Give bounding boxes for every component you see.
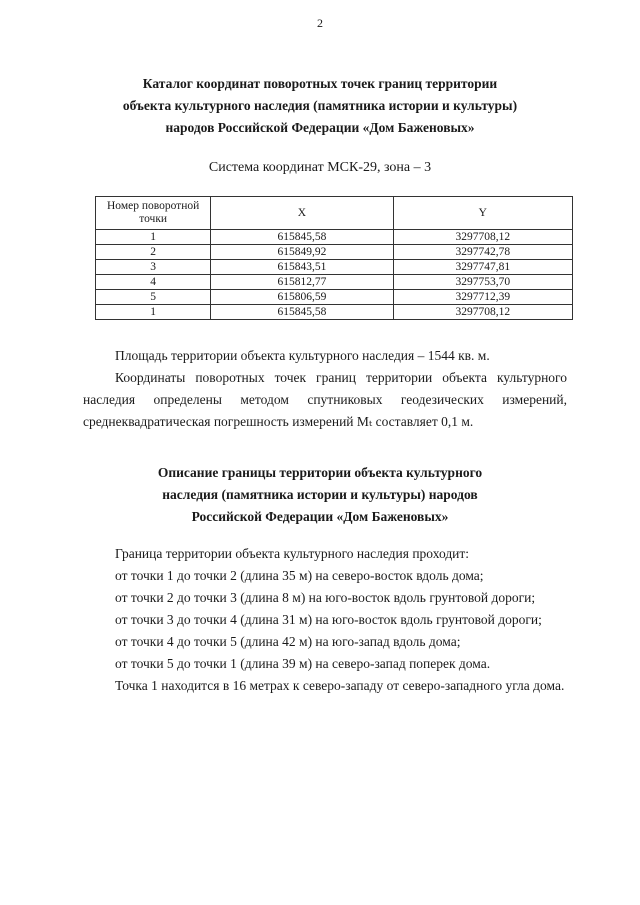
description-heading-line: Описание границы территории объекта культурного: [157, 465, 483, 480]
cell-point: 5: [96, 290, 211, 305]
boundary-paragraph: от точки 5 до точки 1 (длина 39 м) на северо-запад поперек дома.: [115, 656, 491, 671]
catalog-heading-line: народов Российской Федерации «Дом Баженовых»: [165, 120, 475, 135]
boundary-section: [83, 543, 567, 697]
cell-y: 3297742,78: [393, 245, 572, 260]
table-row: [96, 305, 573, 320]
coordinates-table: [95, 196, 573, 320]
cell-x: 615843,51: [211, 260, 393, 275]
header-x: X: [211, 197, 393, 230]
header-point-number: Номер поворотной точки: [96, 197, 211, 230]
boundary-paragraph: Точка 1 находится в 16 метрах к северо-западу от северо-западного угла дома.: [115, 678, 565, 693]
catalog-heading-line: Каталог координат поворотных точек границ территории: [142, 76, 498, 91]
cell-point: 1: [96, 230, 211, 245]
boundary-paragraph: от точки 3 до точки 4 (длина 31 м) на юго-восток вдоль грунтовой дороги;: [115, 612, 542, 627]
cell-y: 3297708,12: [393, 305, 572, 320]
cell-x: 615845,58: [211, 230, 393, 245]
table-header-row: [96, 197, 573, 230]
cell-x: 615812,77: [211, 275, 393, 290]
table-row: [96, 260, 573, 275]
method-paragraph: Координаты поворотных точек границ территории объекта культурного наследия определены методом спутниковых геодезических измерений, среднеквадратическая погрешность измерений Мₜ составляет 0,1 м.: [83, 370, 567, 429]
cell-point: 4: [96, 275, 211, 290]
area-section: [83, 345, 567, 433]
boundary-paragraph: от точки 2 до точки 3 (длина 8 м) на юго-восток вдоль грунтовой дороги;: [115, 590, 536, 605]
coordinate-system-label: Система координат МСК-29, зона – 3: [208, 160, 432, 175]
table-row: [96, 230, 573, 245]
cell-y: 3297753,70: [393, 275, 572, 290]
header-y: Y: [393, 197, 572, 230]
catalog-heading: [60, 73, 580, 139]
description-heading: [60, 462, 580, 528]
catalog-heading-line: объекта культурного наследия (памятника истории и культуры): [122, 98, 518, 113]
cell-y: 3297708,12: [393, 230, 572, 245]
cell-x: 615806,59: [211, 290, 393, 305]
cell-x: 615849,92: [211, 245, 393, 260]
boundary-paragraph: от точки 1 до точки 2 (длина 35 м) на северо-восток вдоль дома;: [115, 568, 484, 583]
area-paragraph: Площадь территории объекта культурного наследия – 1544 кв. м.: [115, 348, 490, 363]
table-row: [96, 290, 573, 305]
table-row: [96, 275, 573, 290]
cell-point: 2: [96, 245, 211, 260]
cell-point: 3: [96, 260, 211, 275]
boundary-paragraph: Граница территории объекта культурного наследия проходит:: [115, 546, 470, 561]
description-heading-line: наследия (памятника истории и культуры) народов: [162, 487, 478, 502]
cell-y: 3297712,39: [393, 290, 572, 305]
description-heading-line: Российской Федерации «Дом Баженовых»: [191, 509, 449, 524]
cell-y: 3297747,81: [393, 260, 572, 275]
cell-x: 615845,58: [211, 305, 393, 320]
boundary-paragraph: от точки 4 до точки 5 (длина 42 м) на юго-запад вдоль дома;: [115, 634, 461, 649]
cell-point: 1: [96, 305, 211, 320]
page-number: 2: [317, 16, 323, 30]
table-row: [96, 245, 573, 260]
